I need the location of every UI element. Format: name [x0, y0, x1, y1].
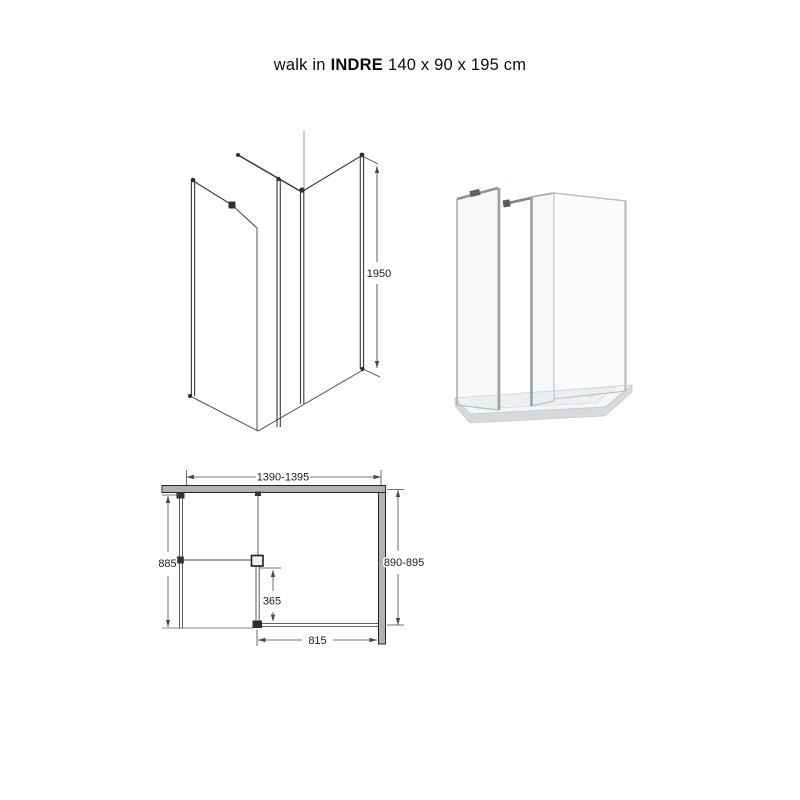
plan-main-glass: [162, 486, 386, 493]
iso-glass-panels: [190, 131, 364, 431]
dim-right-depth-label: 890-895: [383, 557, 425, 569]
support-bar-clamp: [503, 199, 511, 207]
dim-left-depth-label: 885: [158, 558, 177, 570]
dim-inner-panel-label: 365: [262, 595, 282, 608]
iso-height-dimension: [362, 156, 380, 377]
left-side-glass: [457, 188, 498, 410]
dim-width-label: 1390-1395: [256, 471, 310, 484]
title-model-name: INDRE: [330, 56, 383, 74]
main-front-glass: [554, 193, 626, 399]
plan-thin-elements: [162, 493, 378, 629]
iso-height-label: 1950: [366, 268, 392, 280]
page-title: [0, 56, 800, 75]
isometric-drawing: [150, 118, 430, 453]
plan-view-drawing: [148, 458, 440, 658]
dim-front-panel-label: 815: [308, 635, 327, 647]
title-size: 140 x 90 x 195 cm: [387, 56, 527, 74]
deflector-glass: [531, 193, 554, 406]
product-photo: [443, 173, 647, 437]
glass-panels: [457, 188, 626, 410]
plan-main-panels: [162, 486, 386, 645]
title-prefix: walk in: [273, 56, 326, 74]
iso-connectors: [188, 153, 365, 399]
